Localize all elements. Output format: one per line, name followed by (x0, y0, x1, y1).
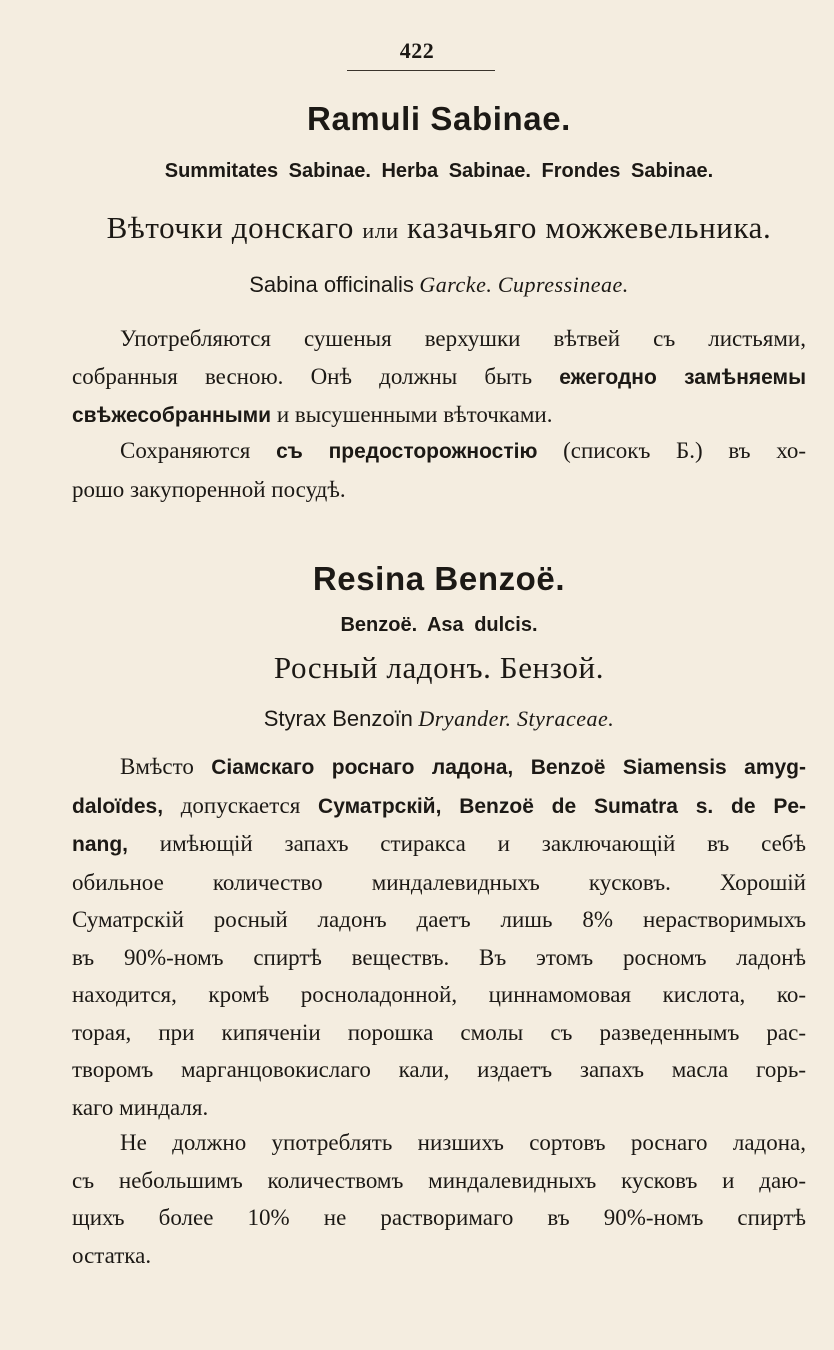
paragraph (72, 320, 806, 435)
botanical-author: Garcke. (419, 272, 493, 297)
emphasis: daloïdes, (72, 794, 164, 818)
emphasis: ежегодно замѣняемы (559, 365, 807, 389)
text-line: nang, имѣющій запахъ стиракса и заключающій въ себѣ (72, 831, 806, 856)
emphasis: Суматрскій, Benzoë de Sumatra s. de Pe- (318, 794, 807, 818)
paragraph (72, 432, 806, 508)
section-synonyms: Summitates Sabinae. Herba Sabinae. Frondes Sabinae. (164, 160, 714, 182)
botanical-name (72, 272, 806, 298)
text-line: Суматрскій росный ладонъ даетъ лишь 8% нерастворимыхъ (72, 907, 806, 932)
section-synonyms: Benzoë. Asa dulcis. (340, 614, 538, 636)
text-line: съ небольшимъ количествомъ миндалевидныхъ кусковъ и даю- (72, 1167, 806, 1193)
text-line: торая, при кипяченіи порошка смолы съ разведеннымъ рас- (72, 1019, 806, 1045)
text-line: Не должно употреблять низшихъ сортовъ роснаго ладона, (120, 1130, 806, 1155)
botanical-family: Cupressineae. (497, 272, 629, 297)
text-line: находится, кромѣ росноладонной, циннамомовая кислота, ко- (72, 982, 806, 1007)
text-line: рошо закупоренной посудѣ. (72, 476, 346, 502)
text-line: собранныя весною. Онѣ должны быть ежегодно замѣняемы (72, 363, 807, 389)
russian-name-joiner: или (362, 218, 399, 243)
emphasis: Сіамскаго роснаго ладона, Benzoë Siamensis amyg- (211, 756, 807, 779)
text-line: каго миндаля. (72, 1094, 209, 1120)
russian-name (72, 210, 806, 246)
page-number: 422 (399, 38, 435, 63)
botanical-family: Styraceae. (517, 706, 615, 731)
russian-name-part: казачьяго можжевельника. (407, 210, 772, 245)
text-line: daloïdes, допускается Суматрскій, Benzoë de Sumatra s. de Pe- (72, 792, 807, 818)
text-line: Употребляются сушеныя верхушки вѣтвей съ листьями, (120, 326, 806, 351)
paragraph (72, 1124, 806, 1274)
section-title: Ramuli Sabinae. (307, 100, 571, 137)
text-line: обильное количество миндалевидныхъ кусковъ. Хорошій (72, 869, 806, 895)
botanical-latin: Sabina officinalis (249, 272, 414, 297)
page-header (0, 38, 834, 64)
botanical-name (72, 706, 806, 732)
russian-name-part: Вѣточки донскаго (106, 210, 354, 245)
emphasis: свѣжесобранными (72, 404, 272, 427)
russian-name: Росный ладонъ. Бензой. (273, 650, 605, 685)
text-line: Сохраняются съ предосторожностію (списокъ Б.) въ хо- (120, 438, 807, 463)
header-rule (347, 70, 495, 71)
emphasis: съ предосторожностію (276, 440, 538, 463)
section-title: Resina Benzoë. (312, 560, 566, 597)
text-line: свѣжесобранными и высушенными вѣточками. (72, 402, 553, 427)
text-line: творомъ марганцовокислаго кали, издаетъ запахъ масла горь- (72, 1057, 806, 1082)
text-line: остатка. (72, 1242, 152, 1268)
text-line: въ 90%-номъ спиртѣ веществъ. Въ этомъ росномъ ладонѣ (72, 944, 806, 970)
botanical-latin: Styrax Benzoïn (263, 706, 413, 731)
emphasis: nang, (72, 833, 128, 856)
paragraph (72, 748, 806, 1126)
text-line: Вмѣсто Сіамскаго роснаго ладона, Benzoë Siamensis amyg- (120, 754, 807, 779)
text-line: щихъ более 10% не растворимаго въ 90%-номъ спиртѣ (72, 1205, 806, 1230)
botanical-author: Dryander. (418, 706, 512, 731)
